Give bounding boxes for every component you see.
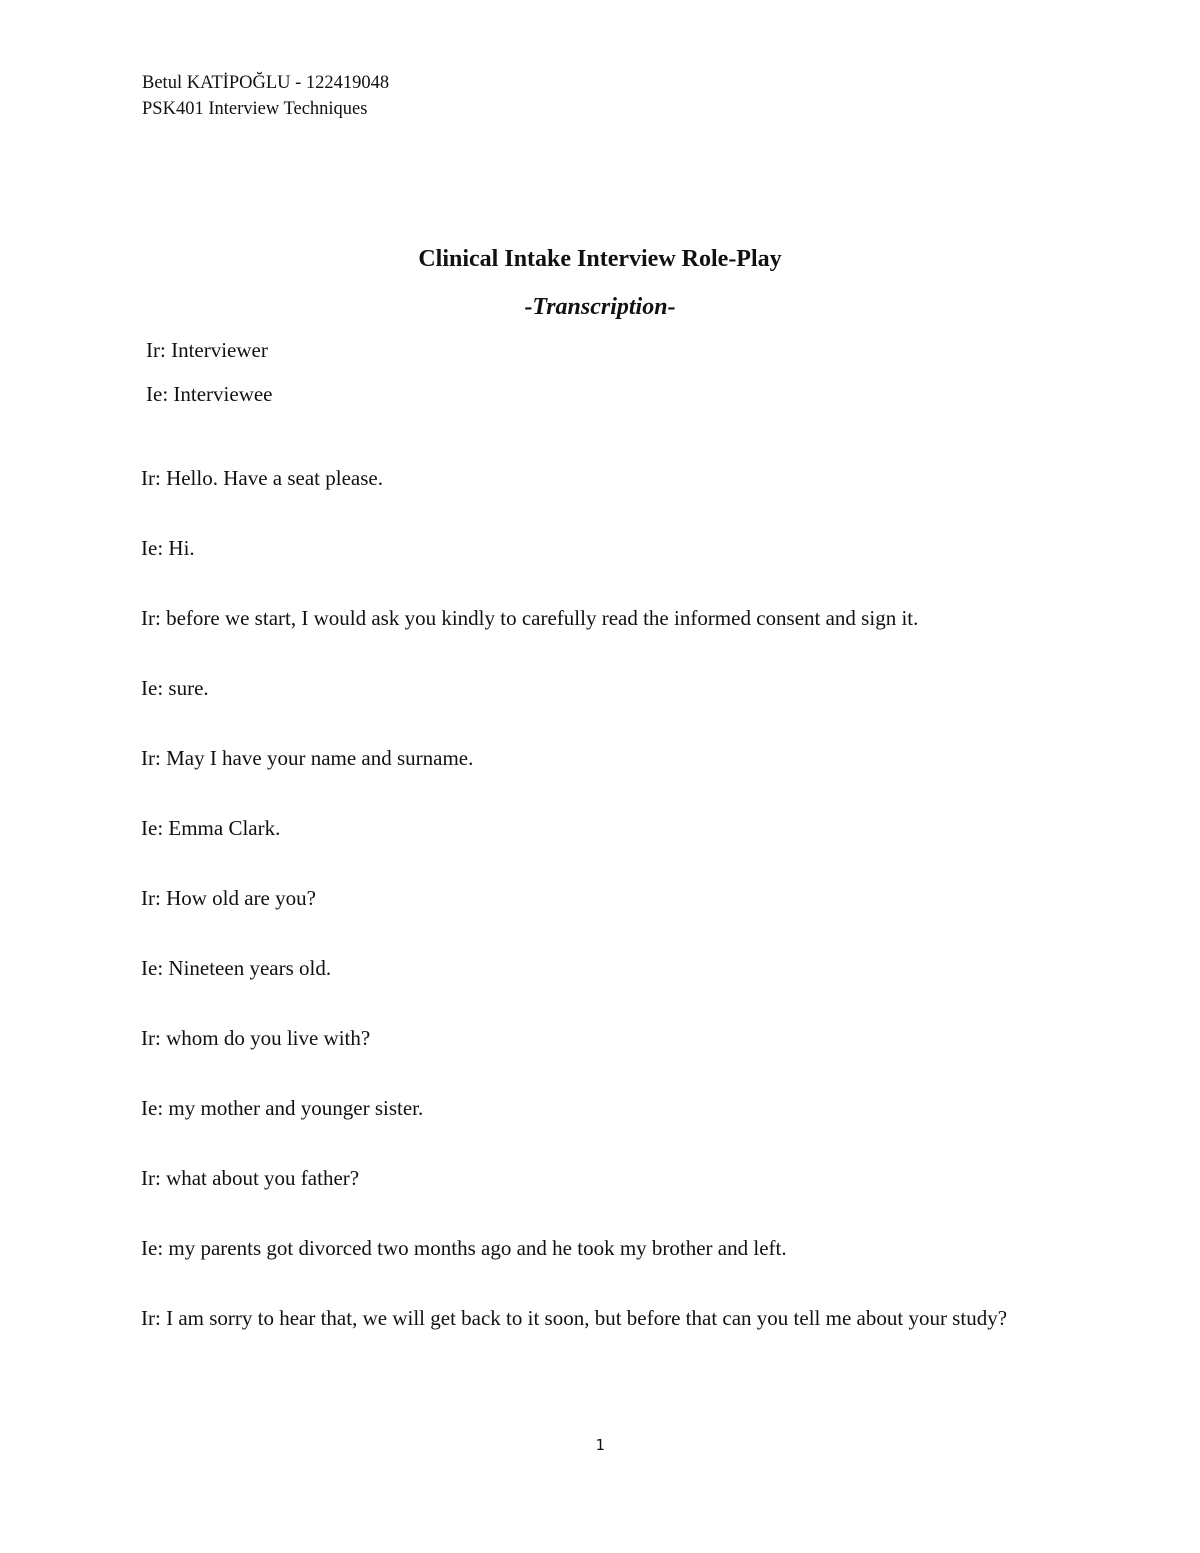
dialogue-list [141,465,1061,1389]
legend-interviewee: Ie: Interviewee [146,382,273,406]
dialogue-turn: Ir: May I have your name and surname. [141,746,474,770]
document-subtitle: -Transcription- [524,294,676,320]
dialogue-turn: Ir: Hello. Have a seat please. [141,466,383,490]
dialogue-turn: Ir: How old are you? [141,886,316,910]
page-number: 1 [595,1436,605,1454]
legend-interviewer: Ir: Interviewer [146,338,268,362]
dialogue-turn: Ir: what about you father? [141,1166,360,1190]
dialogue-turn: Ie: sure. [141,676,209,700]
dialogue-turn: Ie: Nineteen years old. [141,956,332,980]
dialogue-turn: Ie: Hi. [141,536,195,560]
document-title: Clinical Intake Interview Role-Play [418,246,782,272]
dialogue-turn: Ir: I am sorry to hear that, we will get back to it soon, but before that can you tell me about your study? [141,1306,1008,1330]
dialogue-turn: Ir: before we start, I would ask you kindly to carefully read the informed consent and sign it. [141,606,919,630]
course-line: PSK401 Interview Techniques [142,99,368,119]
author-line: Betul KATİPOĞLU - 122419048 [142,73,390,93]
dialogue-turn: Ir: whom do you live with? [141,1026,371,1050]
dialogue-turn: Ie: my parents got divorced two months ago and he took my brother and left. [141,1236,787,1260]
dialogue-turn: Ie: my mother and younger sister. [141,1096,424,1120]
dialogue-turn: Ie: Emma Clark. [141,816,281,840]
